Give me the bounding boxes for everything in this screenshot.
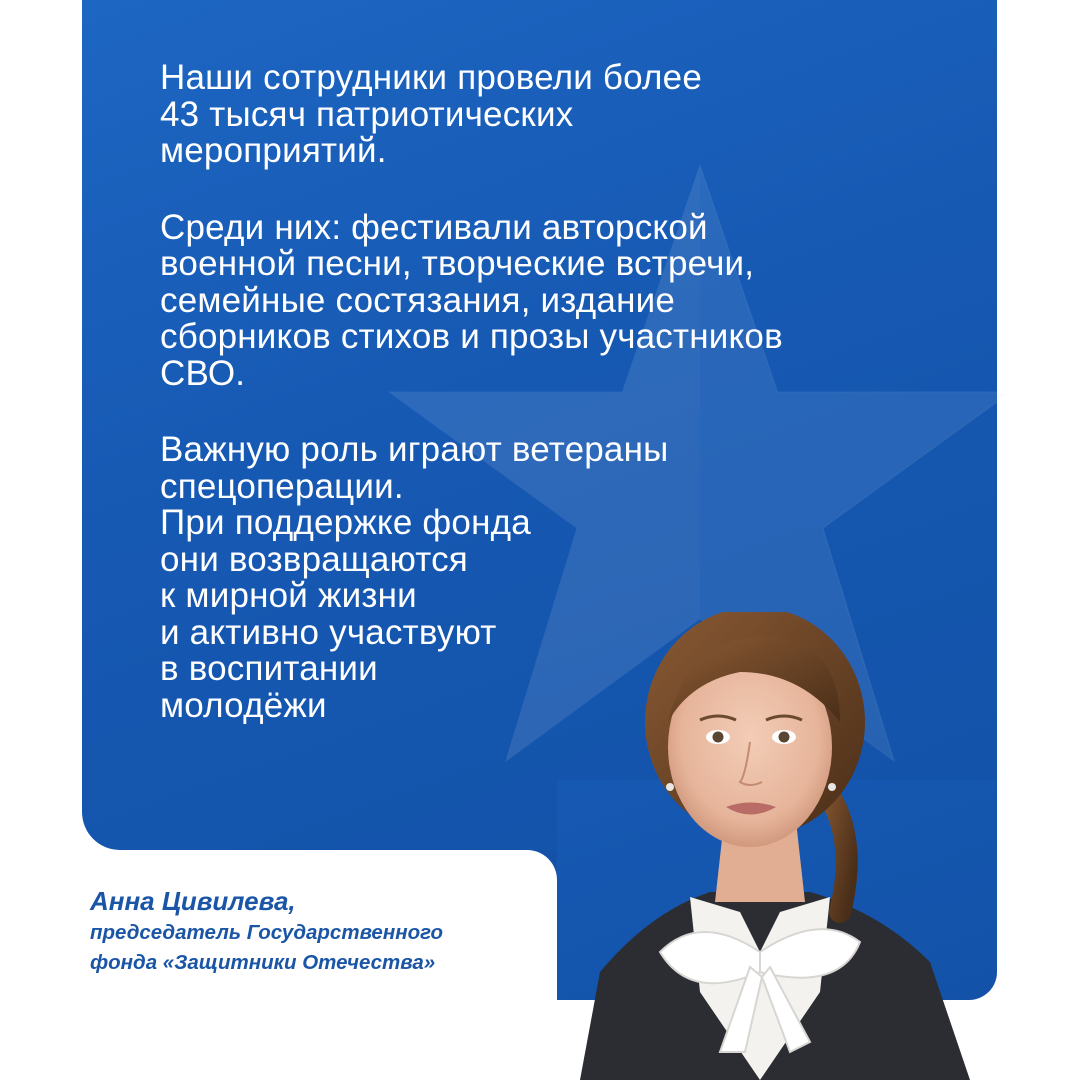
author-caption bbox=[90, 884, 443, 978]
author-role-line-1: председатель Государственного bbox=[90, 921, 444, 944]
paragraph-2: Среди них: фестивали авторской военной песни, творческие встречи, семейные состязания, издание сборников стихов и прозы участников СВО. bbox=[160, 207, 783, 393]
portrait-photo bbox=[540, 612, 980, 1080]
author-name: Анна Цивилева, bbox=[90, 886, 296, 916]
paragraph-1: Наши сотрудники провели более 43 тысяч патриотических мероприятий. bbox=[160, 58, 702, 170]
paragraph-3: Важную роль играют ветераны спецоперации. При поддержке фонда они возвращаются к мирной жизни и активно участвуют в воспитании молодёжи bbox=[160, 430, 669, 725]
author-role-line-2: фонда «Защитники Отечества» bbox=[90, 951, 436, 974]
